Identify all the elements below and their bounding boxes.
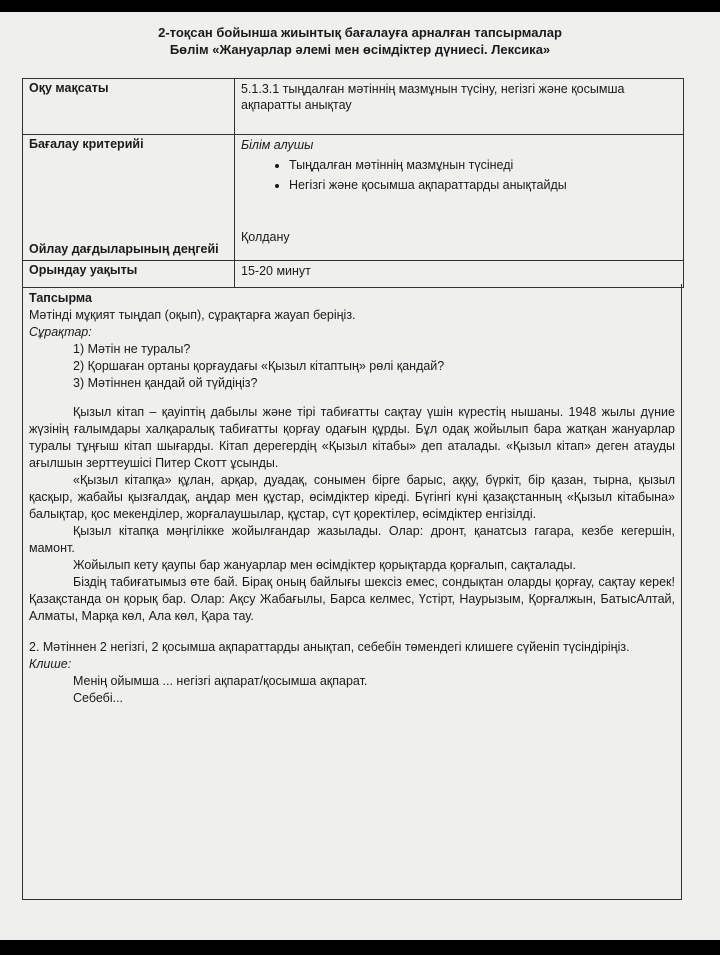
thinking-value: Қолдану [241,230,290,244]
question-item: 1) Мәтін не туралы? [73,342,191,356]
criteria-label: Бағалау критерийі [29,137,144,151]
cliche-line: Менің ойымша ... негізгі ақпарат/қосымша ақпарат. [73,674,368,688]
criteria-heading: Білім алушы [241,138,314,152]
text-paragraph: Жойылып кету қаупы бар жануарлар мен өсімдіктер қорықтарда қорғалып, сақталады. [73,558,577,572]
time-label: Орындау уақыты [23,261,235,287]
task-2-instruction: 2. Мәтіннен 2 негізгі, 2 қосымша ақпараттарды анықтап, себебін төмендегі клишеге сүйеніп түсіндіріңіз. [29,640,630,654]
section-title: Бөлім «Жануарлар әлемі мен өсімдіктер дүниесі. Лексика» [169,42,551,57]
text-paragraph: Қызыл кітап – қауіптің дабылы және тірі табиғатты сақтау үшін күрестің нышаны. 1948 жылы дүние жүзінің ғалымдары халқаралық табиғатты қорғау одағын құрды. Бұл одақ жойылып бара жатқан жануарлар туралы тұңғыш кітап шығарды. Кітап дерегердің «Қызыл кітабы» деп аталады. «Қызыл кітап» деген атауды ағылшын зерттеушісі Питер Скотт ұсынды. [29,405,675,470]
task-instruction: Мәтінді мұқият тыңдап (оқып), сұрақтарға жауап беріңіз. [29,308,356,322]
document-title: 2-тоқсан бойынша жиынтық бағалауға арналған тапсырмалар [158,25,562,40]
assessment-table [22,78,684,288]
text-paragraph: «Қызыл кітапқа» құлан, арқар, дуадақ, сонымен бірге барыс, аққу, бүркіт, бір қазан, тырна, қызыл қасқыр, жабайы қызғалдақ, аңдар мен құстар, өсімдіктер кіреді. Бүгінгі күні қазақстанның «Қызыл кітабына» балықтар, қос мекенділер, жорғалаушылар, құстар, сүт қоректілер, өсімдіктер енгізілді. [29,473,675,521]
questions-heading: Сұрақтар: [29,325,92,339]
task-heading: Тапсырма [29,291,92,305]
text-paragraph: Қызыл кітапқа мәңгілікке жойылғандар жазылады. Олар: дронт, қанатсыз гагара, кезбе кегершін, мамонт. [29,524,675,555]
table-row-goal [23,79,683,135]
thinking-label: Ойлау дағдыларының деңгейі [29,242,219,256]
cliche-heading: Клише: [29,657,72,671]
question-item: 2) Қоршаған ортаны қорғаудағы «Қызыл кітаптың» рөлі қандай? [73,359,445,373]
criteria-cell-right [235,135,683,260]
goal-label: Оқу мақсаты [23,79,235,134]
criteria-item: • Негізгі және қосымша ақпараттарды анықтайды [289,175,677,195]
criteria-item: • Тыңдалған мәтіннің мазмұнын түсінеді [289,155,677,175]
text-paragraph: Біздің табиғатымыз өте бай. Бірақ оның байлығы шексіз емес, сондықтан оларды қорғау, сақтау керек! Қазақстанда он қорық бар. Олар: Ақсу Жабағылы, Барса келмес, Үстірт, Наурызым, Қорғалжын, БатысАлтай, Алматы, Марқа көл, Ала көл, Қара тау. [29,575,675,623]
time-value: 15-20 минут [241,264,311,278]
goal-value: 5.1.3.1 тыңдалған мәтіннің мазмұнын түсіну, негізгі және қосымша ақпаратты анықтау [241,82,625,112]
criteria-cell-left [23,135,235,260]
task-box [22,284,682,900]
question-item: 3) Мәтіннен қандай ой түйдіңіз? [73,376,258,390]
cliche-line: Себебі... [73,691,124,705]
table-row-criteria [23,135,683,261]
criteria-list [241,155,677,195]
